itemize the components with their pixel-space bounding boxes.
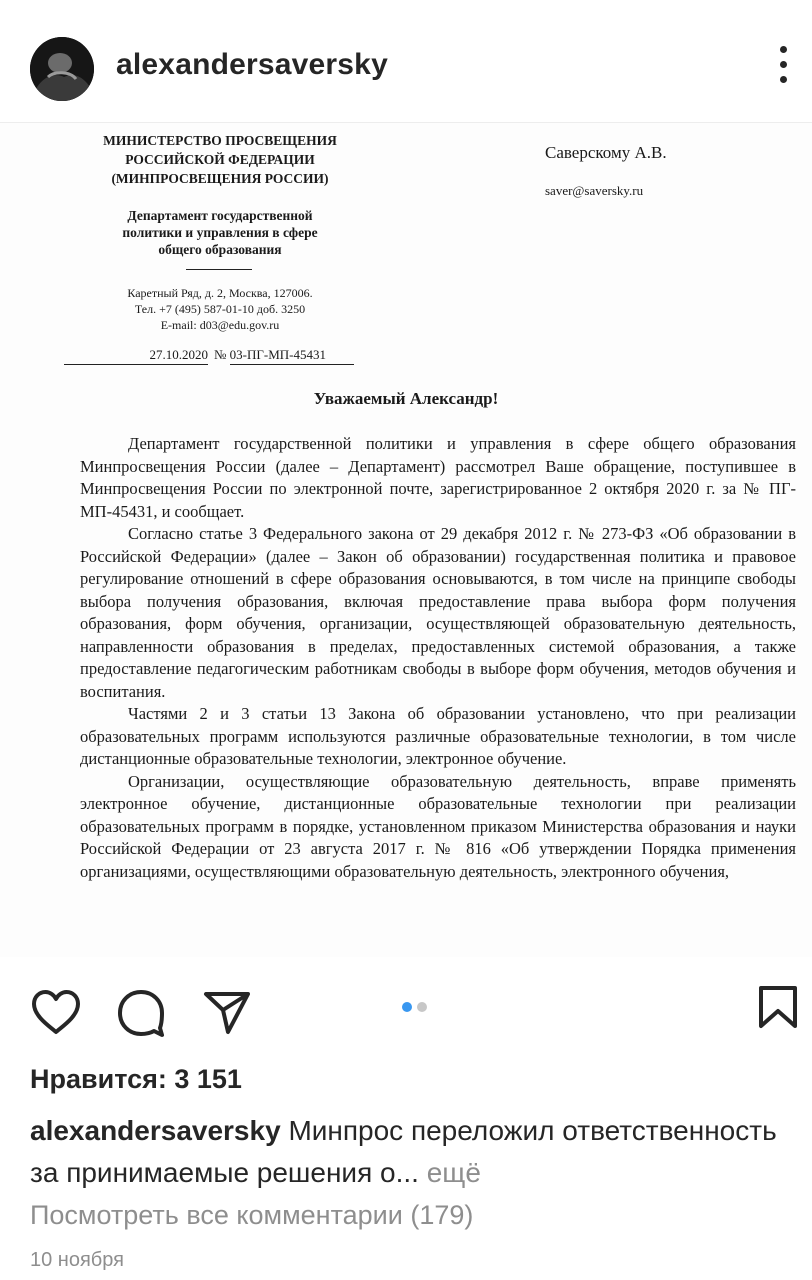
sender-address: [88, 285, 352, 333]
carousel-dot: [417, 1002, 427, 1012]
caption-more-link[interactable]: ещё: [426, 1157, 481, 1188]
address-line: E-mail: d03@edu.gov.ru: [160, 318, 280, 332]
document-date-number: [64, 347, 354, 365]
share-icon[interactable]: [202, 988, 252, 1036]
address-line: Каретный Ряд, д. 2, Москва, 127006.: [127, 286, 313, 300]
header-divider: [186, 269, 252, 270]
like-icon[interactable]: [30, 988, 82, 1036]
caption-text: Минпрос переложил ответственность за принимаемые решения о...: [30, 1115, 777, 1188]
letter-paragraph: Департамент государственной политики и управления в сфере общего образования Минпросвещения России (далее – Департамент) рассмотрел Ваше обращение, поступившее в Минпросвещения России по электронной почте, зарегистрированное 2 октября 2020 г. за № ПГ-МП-45431, и сообщает.: [80, 434, 796, 521]
department-line: общего образования: [158, 242, 282, 257]
ministry-header: [88, 131, 352, 188]
more-options-icon[interactable]: [766, 46, 800, 90]
letter-body: [80, 433, 796, 883]
avatar[interactable]: [30, 37, 94, 101]
letter-paragraph: Организации, осуществляющие образовательную деятельность, вправе применять электронное обучение, дистанционные образовательные технологии при реализации образовательных программ в порядке, установленном приказом Министерства образования и науки Российской Федерации от 23 августа 2017 г. № 816 «Об утверждении Порядка применения организациями, осуществляющими образовательную деятельность, электронного обучения,: [80, 771, 796, 881]
document-number: 03-ПГ-МП-45431: [230, 347, 354, 365]
post-username[interactable]: alexandersaversky: [116, 48, 388, 81]
post-caption[interactable]: [30, 1110, 790, 1194]
ministry-line: РОССИЙСКОЙ ФЕДЕРАЦИИ: [125, 152, 315, 167]
recipient-email: saver@saversky.ru: [545, 183, 644, 198]
document-number-label: №: [214, 347, 227, 362]
department-line: Департамент государственной: [127, 208, 313, 223]
ministry-line: МИНИСТЕРСТВО ПРОСВЕЩЕНИЯ: [103, 133, 337, 148]
carousel-dot-active: [402, 1002, 412, 1012]
view-all-comments-link[interactable]: Посмотреть все комментарии (179): [30, 1200, 474, 1230]
ministry-line: (МИНПРОСВЕЩЕНИЯ РОССИИ): [111, 171, 329, 186]
letter-paragraph: Частями 2 и 3 статьи 13 Закона об образовании установлено, что при реализации образовательных программ используются различные образовательные технологии, в том числе дистанционные образовательные технологии, электронное обучение.: [80, 704, 796, 768]
post-actions: [0, 960, 812, 1056]
likes-count[interactable]: Нравится: 3 151: [30, 1064, 242, 1094]
salutation: Уважаемый Александр!: [313, 389, 499, 408]
department-header: [88, 207, 352, 258]
recipient-name: Саверскому А.В.: [545, 143, 667, 162]
post-image[interactable]: [0, 123, 812, 957]
save-icon[interactable]: [756, 984, 800, 1030]
carousel-indicator: [402, 999, 432, 1017]
document-date: 27.10.2020: [64, 347, 208, 365]
department-line: политики и управления в сфере: [122, 225, 318, 240]
letter-paragraph: Согласно статье 3 Федерального закона от 29 декабря 2012 г. № 273-ФЗ «Об образовании в Российской Федерации» (далее – Закон об образовании) государственная политика и правовое регулирование отношений в сфере образования основываются, в том числе на принципе свободы выбора получения образования, включая предоставление права выбора форм получения образования, форм обучения, организации, осуществляющей образовательную деятельность, направленности образования в пределах, предоставленных системой образования, а также предоставление педагогическим работникам свободы в выборе форм обучения, методов обучения и воспитания.: [80, 524, 796, 701]
caption-username[interactable]: alexandersaversky: [30, 1115, 281, 1146]
comment-icon[interactable]: [116, 988, 166, 1038]
post-header: [0, 0, 812, 123]
address-line: Тел. +7 (495) 587-01-10 доб. 3250: [134, 302, 306, 316]
avatar-image: [30, 37, 94, 101]
post-date: 10 ноября: [30, 1249, 124, 1271]
